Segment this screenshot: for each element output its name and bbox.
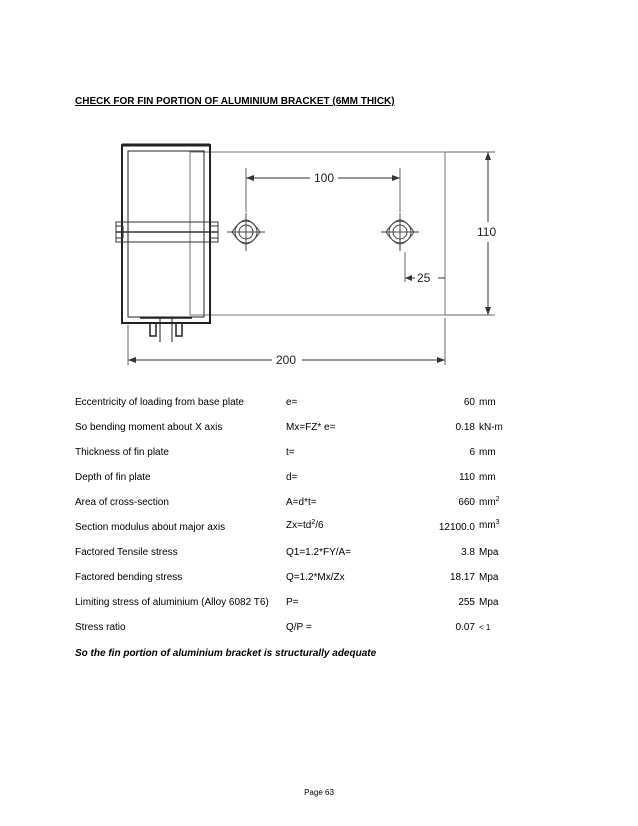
row-value: 0.18: [455, 422, 475, 433]
dim-25-label: 25: [417, 271, 431, 285]
row-unit: [479, 497, 500, 508]
row-label: Limiting stress of aluminium (Alloy 6082 T6): [75, 597, 269, 608]
row-unit: mm: [479, 397, 496, 408]
unit-text: mm: [479, 497, 496, 508]
row-value: 0.07: [455, 622, 475, 633]
row-label: Depth of fin plate: [75, 472, 151, 483]
conclusion-text: So the fin portion of aluminium bracket is structurally adequate: [75, 648, 377, 659]
row-value: 255: [458, 597, 475, 608]
page-number: Page 63: [304, 788, 334, 797]
row-value: 6: [469, 447, 475, 458]
row-stress-ratio: [0, 622, 638, 638]
row-label: Factored Tensile stress: [75, 547, 178, 558]
row-formula: Q=1.2*Mx/Zx: [286, 572, 345, 583]
row-label: So bending moment about X axis: [75, 422, 223, 433]
row-unit: mm: [479, 472, 496, 483]
row-formula: A=d*t=: [286, 497, 317, 508]
row-unit: mm: [479, 447, 496, 458]
row-limiting-stress: [0, 597, 638, 613]
formula-superscript: 2: [311, 519, 316, 526]
row-value: 18.17: [449, 572, 475, 583]
row-label: Area of cross-section: [75, 497, 169, 508]
row-formula: P=: [286, 597, 299, 608]
row-unit: Mpa: [479, 597, 499, 608]
unit-text: mm: [479, 520, 496, 531]
row-unit: < 1: [479, 623, 491, 632]
row-bending-moment: [0, 422, 638, 438]
row-bending-stress: [0, 572, 638, 588]
section-heading: CHECK FOR FIN PORTION OF ALUMINIUM BRACKET (6MM THICK): [75, 96, 395, 107]
dim-110-label: 110: [477, 225, 497, 239]
row-unit: Mpa: [479, 572, 499, 583]
row-unit: [479, 520, 500, 531]
row-thickness: [0, 447, 638, 463]
row-value: 60: [463, 397, 475, 408]
row-formula: [286, 520, 324, 531]
dim-200-label: 200: [276, 353, 297, 367]
row-value: 3.8: [461, 547, 475, 558]
row-label: Thickness of fin plate: [75, 447, 169, 458]
unit-superscript: 2: [495, 496, 500, 503]
row-depth: [0, 472, 638, 488]
row-value: 12100.0: [438, 522, 475, 533]
row-eccentricity: [0, 397, 638, 413]
row-formula: e=: [286, 397, 298, 408]
row-formula: Q/P =: [286, 622, 312, 633]
row-label: Section modulus about major axis: [75, 522, 226, 533]
row-value: 110: [459, 472, 475, 483]
row-section-modulus: [0, 519, 638, 538]
row-formula: Mx=FZ* e=: [286, 422, 336, 433]
row-formula: d=: [286, 472, 298, 483]
formula-tail: /6: [315, 520, 324, 531]
row-area: [0, 497, 638, 513]
row-value: 660: [458, 497, 475, 508]
row-label: Stress ratio: [75, 622, 126, 633]
row-unit: Mpa: [479, 547, 499, 558]
row-label: Eccentricity of loading from base plate: [75, 397, 244, 408]
row-tensile-stress: [0, 547, 638, 563]
row-formula: Q1=1.2*FY/A=: [286, 547, 352, 558]
row-formula: t=: [286, 447, 295, 458]
formula-text: Zx=td: [286, 520, 312, 531]
unit-superscript: 3: [495, 519, 500, 526]
dim-100-label: 100: [314, 171, 335, 185]
row-label: Factored bending stress: [75, 572, 183, 583]
row-unit: kN-m: [479, 422, 503, 433]
